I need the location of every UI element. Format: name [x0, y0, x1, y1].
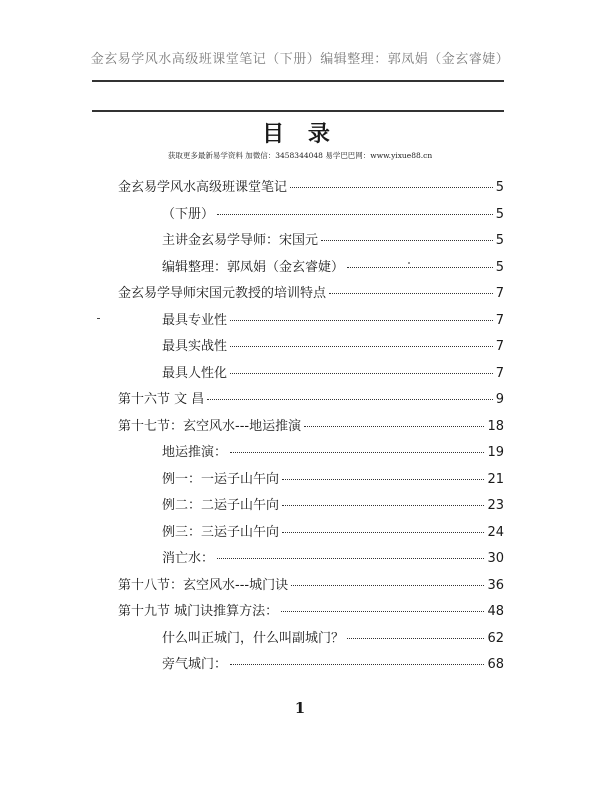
- header-rule-bottom: [92, 110, 504, 112]
- toc-entry: [118, 653, 504, 680]
- toc-entry-page: 36: [487, 577, 504, 593]
- toc-entry: [118, 309, 504, 336]
- toc-leader-dots: [217, 558, 484, 559]
- toc-entry-label: 最具专业性: [162, 312, 228, 328]
- toc-leader-dots: [217, 214, 493, 215]
- toc-entry-page: 18: [487, 418, 504, 434]
- toc-entry-label: 第十九节 城门诀推算方法：: [118, 604, 279, 619]
- header-rule-top: [92, 80, 504, 82]
- toc-entry-label: 第十六节 文 昌: [118, 392, 205, 407]
- promo-line: 获取更多最新易学资料 加微信：3458344048 易学巴巴网：www.yixue88.cn: [167, 151, 433, 160]
- toc-entry-page: 62: [487, 630, 504, 646]
- toc-entry-page: 7: [495, 365, 504, 381]
- toc-leader-dots: [230, 452, 484, 453]
- toc-entry-page: 19: [487, 445, 504, 460]
- toc-entry: [118, 547, 504, 574]
- toc-leader-dots: [207, 399, 492, 400]
- toc-entry-label: 最具人性化: [162, 365, 228, 381]
- toc-entry-page: 5: [495, 206, 504, 222]
- page-title: 目 录: [262, 122, 338, 147]
- scan-speck: [408, 262, 410, 264]
- toc-entry: [118, 441, 504, 468]
- toc-entry-page: 5: [495, 180, 504, 195]
- toc-entry: [118, 627, 504, 654]
- toc-entry-label: （下册）: [162, 206, 215, 222]
- toc-entry-label: 例一：一运子山午向: [162, 471, 280, 487]
- page-number: 1: [294, 699, 306, 717]
- toc-leader-dots: [290, 187, 493, 188]
- table-of-contents: [118, 176, 504, 680]
- toc-entry-label: 第十七节：玄空风水---地运推演: [118, 418, 302, 434]
- toc-leader-dots: [304, 426, 484, 427]
- toc-entry-page: 21: [487, 471, 504, 487]
- toc-entry-page: 7: [495, 339, 504, 354]
- toc-entry: [118, 203, 504, 230]
- running-header: 金玄易学风水高级班课堂笔记（下册）编辑整理：郭凤娟（金玄睿婕）: [90, 52, 510, 67]
- toc-leader-dots: [321, 240, 493, 241]
- toc-entry-label: 例三：三运子山午向: [162, 524, 280, 540]
- toc-entry: [118, 282, 504, 309]
- toc-entry: [118, 388, 504, 415]
- toc-entry-page: 7: [495, 286, 504, 301]
- toc-entry: [118, 335, 504, 362]
- toc-entry: [118, 468, 504, 495]
- toc-entry-page: 23: [487, 498, 504, 513]
- toc-leader-dots: [282, 479, 484, 480]
- toc-entry-page: 5: [495, 259, 504, 275]
- toc-entry: [118, 229, 504, 256]
- toc-leader-dots: [281, 611, 484, 612]
- toc-entry-page: 30: [487, 551, 504, 566]
- toc-entry: [118, 600, 504, 627]
- toc-entry-label: 金玄易学风水高级班课堂笔记: [118, 180, 288, 195]
- toc-leader-dots: [282, 532, 484, 533]
- toc-entry-page: 7: [495, 312, 504, 328]
- toc-entry-label: 什么叫正城门，什么叫副城门？: [162, 630, 345, 646]
- toc-leader-dots: [347, 638, 484, 639]
- toc-entry-page: 24: [487, 524, 504, 540]
- toc-leader-dots: [230, 320, 493, 321]
- toc-entry: [118, 256, 504, 283]
- toc-entry-page: 48: [487, 604, 504, 619]
- toc-entry-label: 第十八节：玄空风水---城门诀: [118, 577, 289, 593]
- toc-leader-dots: [230, 346, 493, 347]
- toc-entry-label: 地运推演：: [162, 445, 228, 460]
- scan-speck: [97, 318, 100, 319]
- toc-entry-label: 主讲金玄易学导师：宋国元: [162, 233, 319, 248]
- toc-entry-label: 旁气城门：: [162, 657, 228, 672]
- toc-entry-label: 编辑整理：郭凤娟（金玄睿婕）: [162, 259, 345, 275]
- toc-entry-label: 金玄易学导师宋国元教授的培训特点: [118, 286, 327, 301]
- toc-entry-page: 68: [487, 657, 504, 672]
- toc-entry-page: 5: [495, 233, 504, 248]
- toc-entry: [118, 494, 504, 521]
- toc-entry-page: 9: [495, 392, 504, 407]
- toc-entry: [118, 521, 504, 548]
- toc-entry: [118, 574, 504, 601]
- toc-leader-dots: [230, 373, 493, 374]
- toc-entry: [118, 415, 504, 442]
- toc-entry: [118, 362, 504, 389]
- toc-leader-dots: [291, 585, 484, 586]
- toc-leader-dots: [282, 505, 484, 506]
- toc-entry-label: 例二：二运子山午向: [162, 498, 280, 513]
- toc-leader-dots: [329, 293, 493, 294]
- toc-leader-dots: [230, 664, 484, 665]
- toc-leader-dots: [347, 267, 493, 268]
- toc-entry-label: 消亡水：: [162, 551, 215, 566]
- toc-entry-label: 最具实战性: [162, 339, 228, 354]
- toc-entry: [118, 176, 504, 203]
